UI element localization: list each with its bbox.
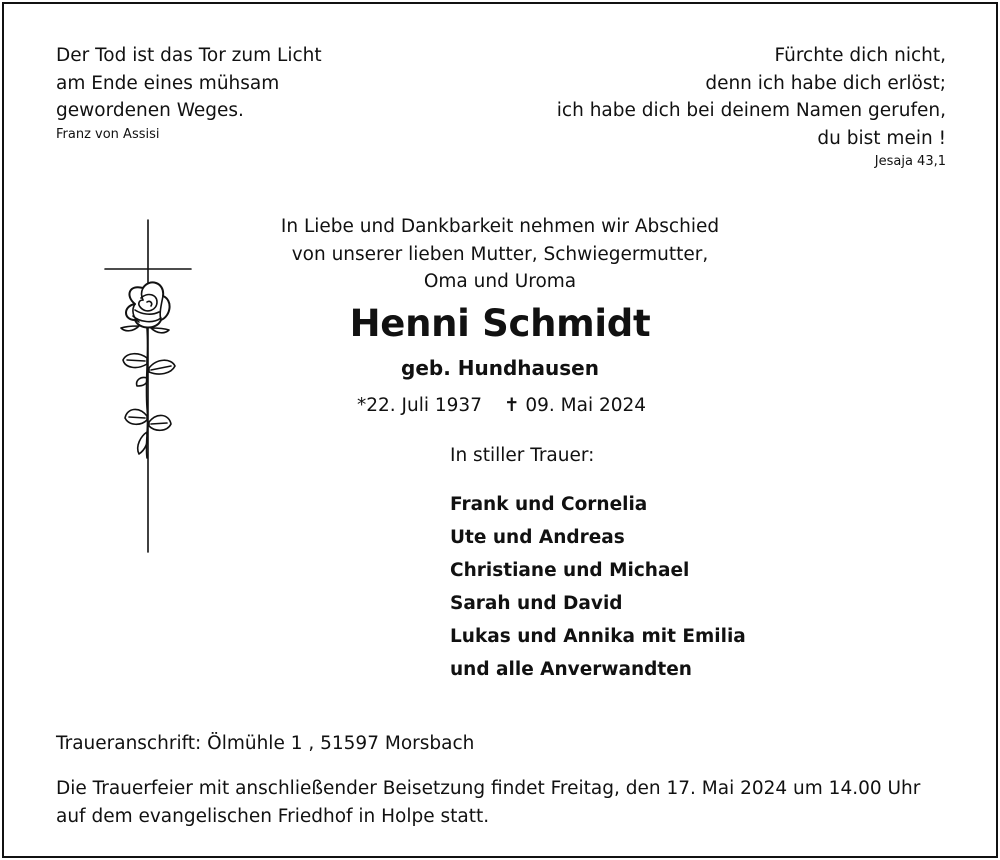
quote-right-source: Jesaja 43,1 (874, 154, 946, 169)
mourning-heading: In stiller Trauer: (450, 445, 595, 466)
maiden-name: geb. Hundhausen (401, 356, 599, 380)
deceased-name: Henni Schmidt (349, 302, 651, 345)
quote-right-line: ich habe dich bei deinem Namen gerufen, (556, 100, 946, 121)
family-list (450, 488, 746, 686)
quote-right-line: Fürchte dich nicht, (774, 45, 946, 66)
quote-right-line: du bist mein ! (817, 127, 946, 149)
quote-left-source: Franz von Assisi (56, 126, 160, 142)
death-date: ✝ 09. Mai 2024 (503, 395, 647, 416)
family-member: Lukas und Annika mit Emilia (450, 626, 746, 647)
cross-with-rose-icon (95, 218, 205, 562)
quote-right-line: denn ich habe dich erlöst; (705, 72, 946, 94)
life-dates (357, 395, 668, 416)
family-member: und alle Anverwandten (450, 659, 692, 680)
quote-right (557, 42, 946, 172)
intro-line: von unserer lieben Mutter, Schwiegermutter, (291, 243, 709, 265)
quote-left-line: am Ende eines mühsam (56, 72, 280, 94)
intro-line: Oma und Uroma (423, 271, 577, 292)
funeral-service-info (56, 775, 956, 830)
intro-text (200, 213, 800, 296)
quote-left-line: Der Tod ist das Tor zum Licht (56, 45, 322, 66)
quote-left (56, 42, 322, 145)
family-member: Sarah und David (450, 593, 623, 614)
family-member: Christiane und Michael (450, 560, 690, 581)
family-member: Ute und Andreas (450, 527, 625, 548)
mourning-address: Traueranschrift: Ölmühle 1 , 51597 Morsbach (56, 733, 475, 754)
service-line: auf dem evangelischen Friedhof in Holpe statt. (56, 805, 490, 827)
birth-date: *22. Juli 1937 (357, 395, 482, 416)
service-line: Die Trauerfeier mit anschließender Beisetzung findet Freitag, den 17. Mai 2024 um 14.00 Uhr (56, 778, 921, 799)
family-member: Frank und Cornelia (450, 494, 648, 515)
quote-left-line: gewordenen Weges. (56, 100, 244, 121)
intro-line: In Liebe und Dankbarkeit nehmen wir Abschied (280, 216, 720, 237)
